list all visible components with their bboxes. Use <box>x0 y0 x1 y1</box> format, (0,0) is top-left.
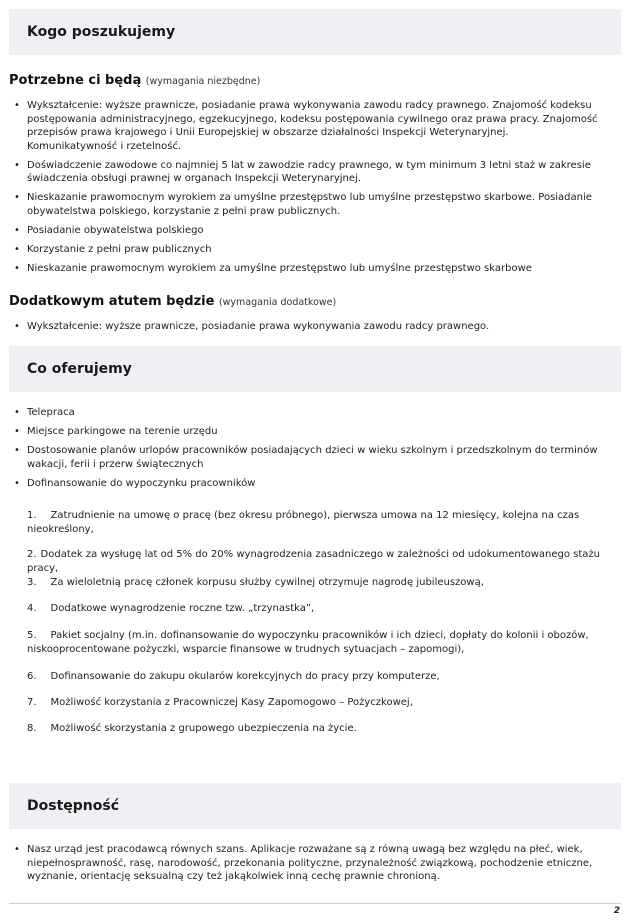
item-text: Dofinansowanie do zakupu okularów korekcyjnych do pracy przy komputerze, <box>50 671 440 682</box>
section-title: Co oferujemy <box>27 361 132 377</box>
list-item: • Nieskazanie prawomocnym wyrokiem za umyślne przestępstwo lub umyślne przestępstwo skarbowe. Posiadanie obywatelstwa polskiego, korzystanie z pełni praw publicznych. <box>27 191 602 218</box>
page-number: 2 <box>613 906 620 916</box>
list-item: • Korzystanie z pełni praw publicznych <box>27 243 602 257</box>
section-header-co-oferujemy <box>9 346 621 392</box>
item-number: 2. <box>27 549 37 560</box>
numbered-item <box>27 602 602 616</box>
section-title: Kogo poszukujemy <box>27 24 176 40</box>
list-item: • Posiadanie obywatelstwa polskiego <box>27 224 602 238</box>
item-text: Zatrudnienie na umowę o pracę (bez okresu próbnego), pierwsza umowa na 12 miesięcy, kolejna na czas nieokreślony, <box>27 510 580 535</box>
accessibility-list <box>27 843 602 889</box>
item-text: Dodatek za wysługę lat od 5% do 20% wynagrodzenia zasadniczego w zależności od udokumentowanego stażu pracy, <box>27 549 601 574</box>
item-number: 8. <box>27 723 37 734</box>
footer-divider <box>9 903 621 904</box>
list-item: • Dostosowanie planów urlopów pracowników posiadających dzieci w wieku szkolnym i przedszkolnym do terminów wakacji, ferii i przerw świątecznych <box>27 444 602 471</box>
numbered-item <box>27 629 602 656</box>
list-item: • Nasz urząd jest pracodawcą równych szans. Aplikacje rozważane są z równą uwagą bez względu na płeć, wiek, niepełnosprawność, rasę, narodowość, przekonania polityczne, przynależność związkową, pochodzenie etniczne, wyznanie, orientację seksualną czy też jakąkolwiek inną cechę prawnie chronioną. <box>27 843 602 884</box>
item-number: 4. <box>27 603 37 614</box>
required-list <box>27 99 602 281</box>
numbered-item <box>27 509 602 536</box>
required-heading-label: Potrzebne ci będą <box>9 73 142 88</box>
section-header-dostepnosc <box>9 783 621 829</box>
item-text: Za wieloletnią pracę członek korpusu służby cywilnej otrzymuje nagrodę jubileuszową, <box>50 577 484 588</box>
numbered-item <box>27 696 602 710</box>
numbered-item <box>27 576 602 590</box>
list-item: • Telepraca <box>27 406 602 420</box>
item-number: 6. <box>27 671 37 682</box>
list-item: • Doświadczenie zawodowe co najmniej 5 lat w zawodzie radcy prawnego, w tym minimum 3 letni staż w zakresie świadczenia obsługi prawnej w organach Inspekcji Weterynaryjnej. <box>27 159 602 186</box>
section-header-kogo-poszukujemy <box>9 9 621 55</box>
required-heading <box>9 73 260 88</box>
additional-list <box>27 320 602 339</box>
list-item: • Wykształcenie: wyższe prawnicze, posiadanie prawa wykonywania zawodu radcy prawnego. Znajomość kodeksu postępowania administracyjnego, egzekucyjnego, kodeksu postępowania cywilnego oraz prawa pracy. Znajomość przepisów prawa krajowego i Unii Europejskiej w obszarze działalności Inspekcji Weterynaryjnej. Komunikatywność i rzetelność. <box>27 99 602 153</box>
list-item: • Miejsce parkingowe na terenie urzędu <box>27 425 602 439</box>
offer-list <box>27 406 602 496</box>
item-text: Pakiet socjalny (m.in. dofinansowanie do wypoczynku pracowników i ich dzieci, dopłaty do kolonii i obozów, niskooprocentowane pożyczki, wsparcie finansowe w trudnych sytuacjach – zapomogi), <box>27 630 589 655</box>
item-number: 7. <box>27 697 37 708</box>
additional-heading <box>9 294 336 309</box>
item-number: 3. <box>27 577 37 588</box>
additional-heading-label: Dodatkowym atutem będzie <box>9 294 215 309</box>
item-text: Dodatkowe wynagrodzenie roczne tzw. „trzynastka”, <box>50 603 315 614</box>
section-title: Dostępność <box>27 798 119 814</box>
item-number: 1. <box>27 510 37 521</box>
required-note: (wymagania niezbędne) <box>145 76 261 87</box>
list-item: • Wykształcenie: wyższe prawnicze, posiadanie prawa wykonywania zawodu radcy prawnego. <box>27 320 602 334</box>
item-text: Możliwość skorzystania z grupowego ubezpieczenia na życie. <box>50 723 357 734</box>
numbered-item <box>27 670 602 684</box>
item-number: 5. <box>27 630 37 641</box>
list-item: • Dofinansowanie do wypoczynku pracowników <box>27 477 602 491</box>
item-text: Możliwość korzystania z Pracowniczej Kasy Zapomogowo – Pożyczkowej, <box>50 697 413 708</box>
additional-note: (wymagania dodatkowe) <box>218 297 337 308</box>
numbered-item <box>27 548 602 575</box>
list-item: • Nieskazanie prawomocnym wyrokiem za umyślne przestępstwo lub umyślne przestępstwo skarbowe <box>27 262 602 276</box>
numbered-item <box>27 722 602 736</box>
